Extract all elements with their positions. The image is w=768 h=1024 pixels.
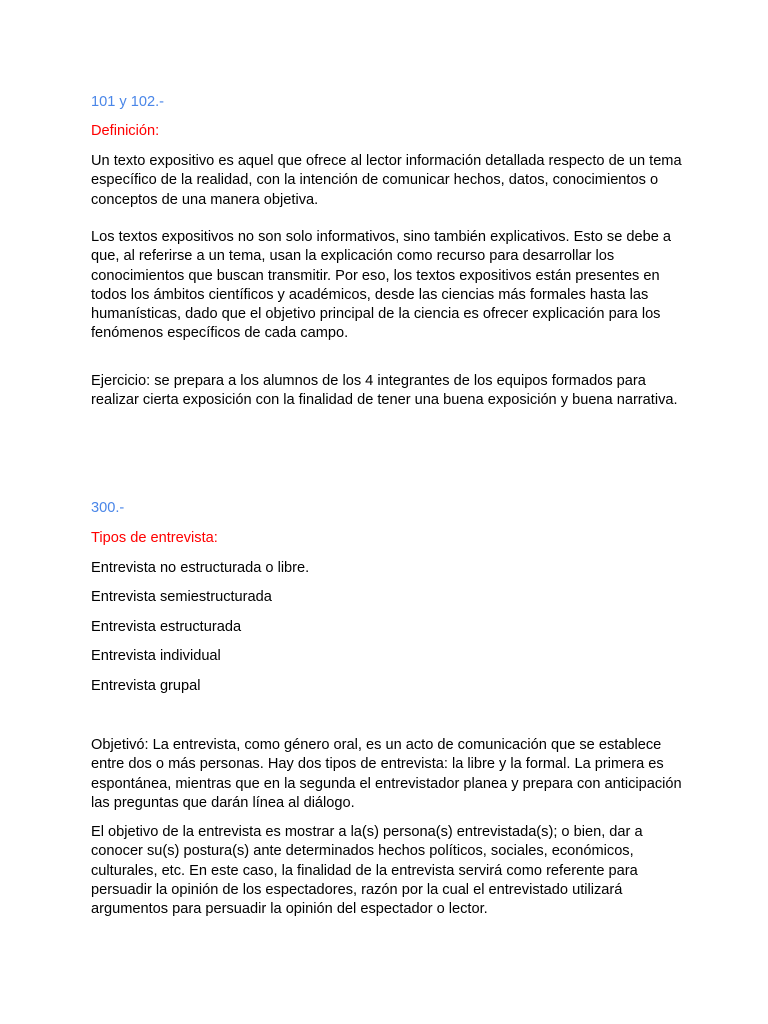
section-number-101-102: 101 y 102.- [91, 94, 165, 110]
list-item: Entrevista individual [91, 648, 221, 664]
list-item: Entrevista estructurada [91, 619, 242, 635]
definition-heading: Definición: [91, 123, 160, 139]
list-item: Entrevista no estructurada o libre. [91, 560, 310, 576]
interview-purpose-paragraph: El objetivo de la entrevista es mostrar a la(s) persona(s) entrevistada(s); o bien, dar a conocer su(s) postura(s) ante determinados hechos políticos, sociales, económicos, culturales, etc. En este caso, la finalidad de la entrevista servirá como referente para persuadir la opinión de los espectadores, razón por la cual el entrevistado utilizará argumentos para persuadir la opinión del espectador o lector. [91, 824, 643, 918]
interview-types-heading: Tipos de entrevista: [91, 530, 218, 546]
list-item: Entrevista semiestructurada [91, 589, 272, 605]
exercise-paragraph: Ejercicio: se prepara a los alumnos de los 4 integrantes de los equipos formados para realizar cierta exposición con la finalidad de tener una buena exposición y buena narrativa. [91, 373, 678, 409]
list-item: Entrevista grupal [91, 678, 201, 694]
interview-objective-paragraph: Objetivó: La entrevista, como género oral, es un acto de comunicación que se establece entre dos o más personas. Hay dos tipos de entrevista: la libre y la formal. La primera es espontánea, mientras que en la segunda el entrevistador planea y prepara con anticipación las preguntas que darán línea al diálogo. [91, 737, 682, 811]
section-number-300: 300.- [91, 500, 125, 516]
definition-paragraph-2: Los textos expositivos no son solo informativos, sino también explicativos. Esto se debe a que, al referirse a un tema, usan la explicación como recurso para desarrollar los conocimientos que buscan transmitir. Por eso, los textos expositivos están presentes en todos los ámbitos científicos y académicos, desde las ciencias más formales hasta las humanísticas, dado que el objetivo principal de la ciencia es ofrecer explicación para los fenómenos específicos de cada campo. [91, 229, 672, 342]
definition-paragraph-1: Un texto expositivo es aquel que ofrece al lector información detallada respecto de un tema específico de la realidad, con la intención de comunicar hechos, datos, conocimientos o conceptos de una manera objetiva. [91, 153, 682, 208]
